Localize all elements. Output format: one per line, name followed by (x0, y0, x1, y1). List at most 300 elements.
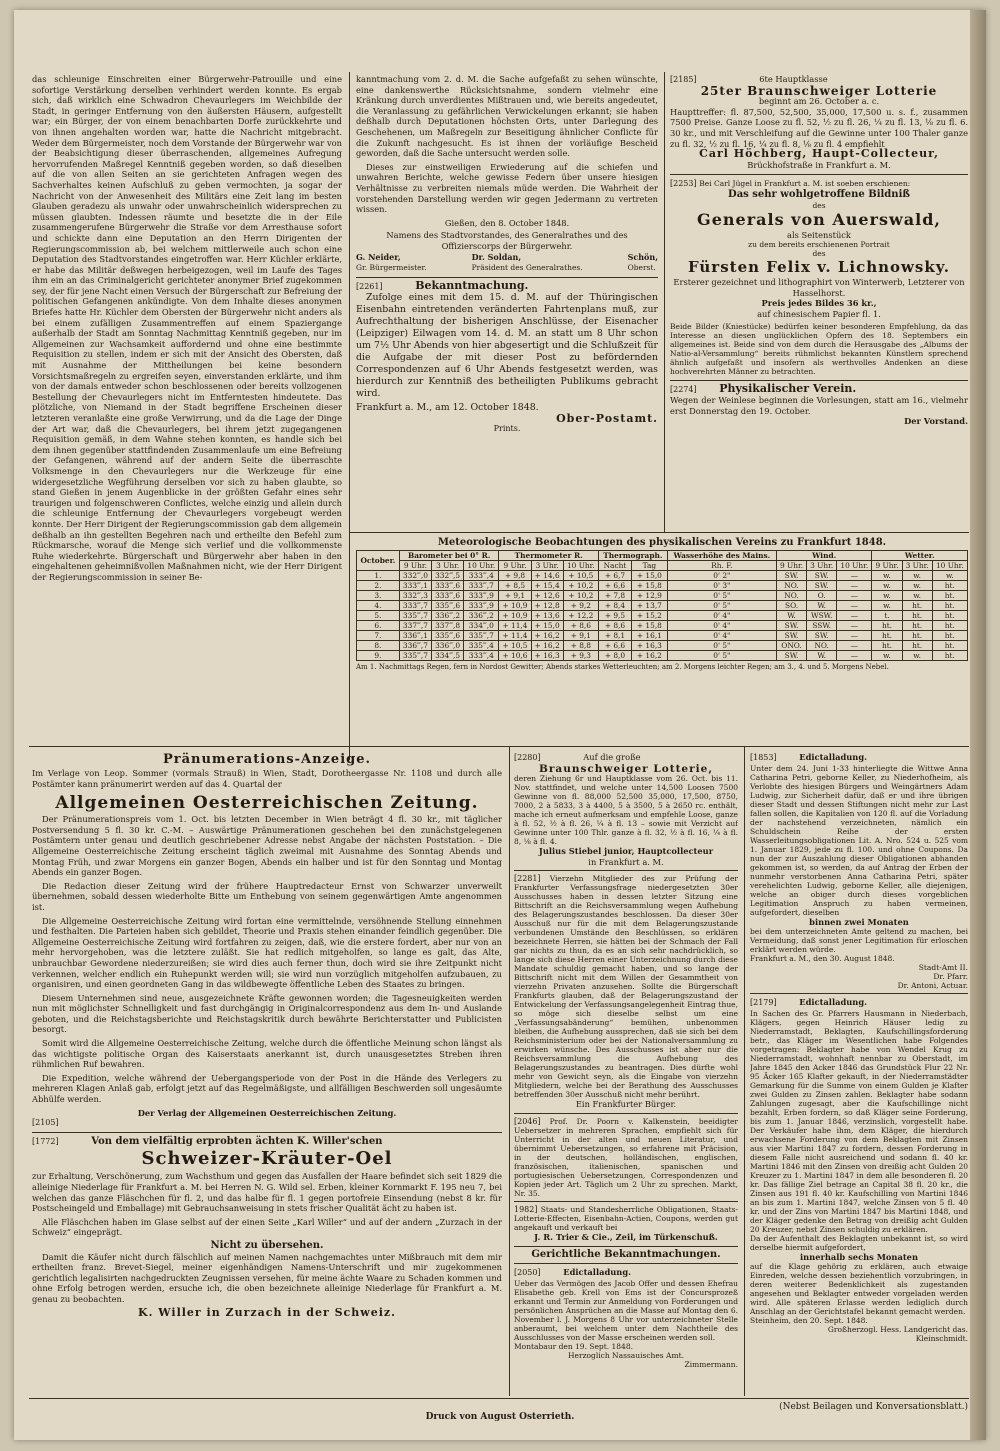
page-edge (970, 10, 986, 1440)
ad-sub2: zu dem bereits erschienenen Portrait (748, 240, 890, 250)
table-cell: + 8,0 (598, 651, 631, 661)
table-cell: 0' 5" (667, 601, 776, 611)
table-cell: — (837, 601, 872, 611)
table-cell: 5. (357, 611, 400, 621)
table-cell: 333‴,4 (464, 651, 499, 661)
table-cell: w. (902, 571, 932, 581)
ad-place: Montabaur den 19. Sept. 1848. (514, 1341, 633, 1351)
ad-title: Pränumerations-Anzeige. (162, 752, 372, 767)
table-cell: w. (902, 581, 932, 591)
divider (514, 870, 738, 871)
ad-ref: [1772] (32, 1136, 59, 1146)
signature-name: Schön, (627, 251, 658, 262)
ad-title: Edictalladung. (563, 1267, 632, 1278)
col-header-water: Wasserhöhe des Mains. (667, 551, 776, 561)
table-cell: 333‴,9 (464, 591, 499, 601)
ad-text: Die Allgemeine Oesterreichische Zeitung wird fortan eine vermittelnde, versöhnende Stellung einnehmen und festhalten. Die Parteien haben sich gebildet, Theorie und Praxis stehen einander feindlich gegenüber. Die Allgemeine Oesterreichische Zeitung wird fortfahren zu zeigen, daß, wie die erstere fordert, aber nur von an mehr hervorgehoben, was die letztere zuläßt. Sie hat redlich mitgeholfen, so lange es galt, das Alte, unbrauchbar Gewordene niederzureißen; sie wird dies auch ferner thun, doch wird sie ihre Zeitpunkt nicht verkennen, welcher endlich ein Ruhepunkt werden will; sie wird nun vorzüglich mitgeholfen aufzubauen, zu organisiren, und einen geordneten Gang in das wildbewegte öffentliche Leben des Staates zu bringen. (32, 915, 502, 990)
table-cell: + 15,0 (632, 571, 668, 581)
ad-title: Edictalladung. (799, 752, 868, 762)
table-cell: + 10,6 (499, 651, 531, 661)
table-cell: + 9,3 (563, 651, 598, 661)
table-cell: + 8,6 (563, 621, 598, 631)
ads-column-bottom-left (32, 752, 502, 1394)
sub-header: 3 Uhr. (807, 561, 837, 571)
table-cell: + 16,3 (531, 651, 563, 661)
table-cell: 336‴,7 (399, 641, 431, 651)
table-row (357, 621, 968, 631)
ad-text: deren Ziehung 6r und Hauptklasse vom 26. Oct. bis 11. Nov. stattfindet, und welche unter 14,500 Loosen 7500 Gewinne von fl. 88,000 52,500 35,000, 17,500, 8750, 7000, 2 à 5833, 3 à 4400, 5 à 3500, 5 à 2650 rc. enthält, mache ich erneut aufmerksam und empfehle Loose, ganze à fl. 52, ½ à fl. 26, ¼ à fl. 13 – sowie mit Verzicht auf Gewinne unter 100 Thlr. ganze à fl. 32, ½ à fl. 16, ¼ à fl. 8, ⅛ à fl. 4. (514, 774, 738, 847)
table-cell: + 10,5 (499, 641, 531, 651)
table-cell: 0' 4" (667, 611, 776, 621)
table-row (357, 631, 968, 641)
table-cell: W. (807, 601, 837, 611)
table-title: Meteorologische Beobachtungen des physikalischen Vereins zu Frankfurt 1848. (437, 537, 887, 548)
ad-place: Frankfurt a. M., den 30. August 1848. (750, 954, 895, 964)
ad-line: Das sehr wohlgetroffene Bildniß (728, 188, 910, 200)
table-cell: 335‴,6 (432, 601, 464, 611)
table-row (357, 641, 968, 651)
sub-header: 9 Uhr. (776, 561, 806, 571)
table-cell: 335‴,6 (432, 631, 464, 641)
table-cell: — (837, 631, 872, 641)
table-cell: 3. (357, 591, 400, 601)
table-cell: + 12,2 (563, 611, 598, 621)
table-cell: ht. (902, 631, 932, 641)
divider (670, 380, 968, 381)
ad-ref: [2253] (670, 179, 697, 189)
ad-text: Alle Fläschchen haben im Glase selbst auf der einen Seite „Karl Willer“ und auf der andern „Zurzach in der Schweiz“ eingeprägt. (32, 1216, 502, 1238)
ad-signature: Der Verlag der Allgemeinen Oesterreichischen Zeitung. (137, 1107, 397, 1118)
ad-text: Prof. Dr. Poorn v. Kalkenstein, beeidigter Uebersetzer in mehreren Sprachen, empfiehlt sich für Unterricht in der alten und neuen Literatur, und übernimmt Uebersetzungen, so erfahrene mit Präcision, in der deutschen, holländischen, englischen, französischen, italienischen, spanischen und portugiesischen Uebersetzungen, Correspondenzen und Kopien jeder Art. Täglich um 2 Uhr zu sprechen. Markt, Nr. 35. (514, 1116, 738, 1198)
ad-2281 (514, 874, 738, 1099)
table-cell: + 9,1 (499, 591, 531, 601)
ad-name: Carl Höchberg, Haupt-Collecteur, (699, 147, 939, 161)
table-cell: — (837, 651, 872, 661)
table-cell: 332‴,5 (432, 571, 464, 581)
table-cell: SW. (807, 631, 837, 641)
table-cell: 332‴,3 (399, 591, 431, 601)
ad-name: Dr. Antoni, Actuar. (897, 981, 968, 991)
sub-header: 3 Uhr. (531, 561, 563, 571)
ad-warning: Nicht zu übersehen. (210, 1239, 324, 1251)
table-cell: ht. (932, 631, 967, 641)
ad-signature: Großherzogl. Hess. Landgericht das. (827, 1325, 968, 1335)
table-cell: + 15,8 (632, 581, 668, 591)
notice-ref: [2261] (356, 281, 383, 291)
table-cell: — (837, 611, 872, 621)
table-cell: 0' 4" (667, 631, 776, 641)
table-cell: 337‴,7 (399, 621, 431, 631)
table-cell: w. (902, 591, 932, 601)
table-cell: WSW. (807, 611, 837, 621)
divider (356, 277, 658, 278)
ad-date: beginnt am 26. October a. c. (758, 96, 880, 107)
table-cell: + 12,9 (632, 591, 668, 601)
ad-name: Kleinschmidt. (915, 1334, 968, 1344)
table-cell: 0' 3" (667, 581, 776, 591)
table-cell: — (837, 581, 872, 591)
table-cell: 336‴,0 (432, 641, 464, 651)
table-cell: + 16,3 (632, 641, 668, 651)
table-cell: — (837, 641, 872, 651)
table-cell: — (837, 571, 872, 581)
ad-signature: Stadt-Amt II. (918, 963, 968, 973)
table-cell: ONO. (776, 641, 806, 651)
ad-signature: Ein Frankfurter Bürger. (575, 1099, 677, 1110)
sub-header: 10 Uhr. (837, 561, 872, 571)
ads-column-3 (670, 74, 968, 529)
ad-address: Brückhofstraße in Frankfurt a. M. (747, 159, 891, 170)
divider (514, 1263, 738, 1264)
divider (514, 1113, 738, 1114)
table-cell: 0' 4" (667, 621, 776, 631)
ad-ref: [2280] (514, 753, 541, 762)
table-cell: + 16,2 (632, 651, 668, 661)
table-cell: + 16,2 (531, 641, 563, 651)
ad-ref: 1982] (514, 1204, 538, 1214)
sub-header: 3 Uhr. (432, 561, 464, 571)
column-rule (509, 746, 510, 1396)
notice-place: Frankfurt a. M., am 12. October 1848. (356, 402, 539, 414)
table-cell: w. (872, 581, 902, 591)
table-cell: 333‴,6 (432, 581, 464, 591)
table-cell: 9. (357, 651, 400, 661)
ad-name: J. R. Trier & Cie., Zeil, im Türkenschuß. (534, 1231, 718, 1242)
col-header-thermometer: Thermometer R. (499, 551, 599, 561)
table-cell: 333‴,1 (399, 581, 431, 591)
article-signature-line: Namens des Stadtvorstandes, des Generalrathes und des Offizierscorps der Bürgerwehr. (386, 230, 628, 251)
table-cell: w. (872, 651, 902, 661)
ad-ref: [2179] (750, 998, 777, 1008)
table-cell: + 6,6 (598, 581, 631, 591)
table-cell: 336‴,2 (464, 611, 499, 621)
newspaper-title: Allgemeinen Oesterreichischen Zeitung. (55, 793, 479, 814)
notice-text: Zufolge eines mit dem 15. d. M. auf der Thüringischen Eisenbahn eintretenden veränderten Fahrtenplans muß, zur Aufrechthaltung der bisherigen Anschlüsse, der Eisenacher (Leipziger) Eilwagen vom 14. d. M. an statt um 8 Uhr schon um 7½ Uhr Abends von hier abgesertigt und die Schlußzeit für die Aufgabe der mit dieser Post zu befördernden Correspondenzen auf 6 Uhr Abends festgesetzt werden, was hierdurch zur Kenntniß des betheiligten Publikums gebracht wird. (356, 292, 658, 400)
ad-1982 (514, 1205, 738, 1232)
column-rule (664, 72, 665, 532)
sub-header: 10 Uhr. (932, 561, 967, 571)
article-place: Gießen, den 8. October 1848. (444, 217, 570, 228)
table-cell: + 9,1 (563, 631, 598, 641)
ad-ref: [2281] (514, 874, 541, 884)
ad-name: Zimmermann. (684, 1359, 738, 1369)
table-cell: 335‴,7 (464, 631, 499, 641)
ad-ref: [2050] (514, 1268, 541, 1278)
table-cell: + 9,5 (598, 611, 631, 621)
table-cell: 333‴,7 (464, 581, 499, 591)
table-cell: — (837, 591, 872, 601)
ad-ref: [2274] (670, 384, 697, 394)
table-note: Am 1. Nachmittags Regen, fern in Nordost Gewitter; Abends starkes Wetterleuchten; am 2. Morgens leichter Regen; am 3., 4. und 5. Morgens Nebel. (356, 663, 889, 671)
table-cell: + 8,6 (598, 621, 631, 631)
table-cell: 336‴,2 (432, 611, 464, 621)
table-cell: + 8,8 (563, 641, 598, 651)
col-header-barometer: Barometer bei 0° R. (399, 551, 499, 561)
ad-sub: als Seitenstück (787, 229, 851, 240)
table-cell: + 12,8 (531, 601, 563, 611)
signatures (356, 252, 658, 274)
ad-ref: [2105] (32, 1118, 59, 1128)
ad-2046 (514, 1117, 738, 1198)
ad-deadline: innerhalb sechs Monaten (800, 1251, 918, 1262)
table-row (357, 581, 968, 591)
col-header-date: October. (357, 551, 400, 571)
article-text: Dieses zur einstweiligen Erwiederung auf die schiefen und unwahren Berichte, welche gewisse Federn über unsere hiesigen Verhältnisse zu verbreiten niemals müde werden. Die Wahrheit der vorstehenden Darstellung werden wir gegen Jedermann zu vertreten wissen. (356, 161, 658, 215)
table-cell: w. (872, 591, 902, 601)
article-text: kanntmachung vom 2. d. M. die Sache aufgefaßt zu sehen wünschte, eine dankenswerthe Rücksichtsnahme, sondern vielmehr eine Kränkung durch unverdientes Mißtrauen und, wie bereits angedeutet, die Veranlassung zu gefährlichen Verwickelungen erkannt; sie haben deßhalb durch Deputationen höchsten Orts, unter Darlegung des Geschehenen, um Maßregeln zur Beseitigung ähnlicher Conflicte für die Zukunft nachgesucht. Es ist ihnen der vorläufige Bescheid geworden, daß die Sache untersucht werden solle. (356, 74, 658, 159)
table-cell: + 9,8 (499, 571, 531, 581)
weather-table (356, 550, 968, 661)
ad-text-2: Beide Bilder (Kniestücke) bedürfen keiner besonderen Empfehlung, da das Interesse an diesen unglücklichen Opfern des 18. Septembers ein allgemeines ist. Beide sind von dem durch die Herausgabe des „Albums der Natio-al-Versammlung“ bereits rühmlichst bekannten Künstlern sprechend ähnlich aufgefaßt und insofern als werthvolles Andenken an diese hochverehrten Männer zu betrachten. (670, 321, 968, 376)
table-cell: + 15,4 (531, 581, 563, 591)
ad-text: Damit die Käufer nicht durch fälschlich auf meinen Namen nachgemachtes unter Mißbrauch mit dem mir ertheilten franz. Brevet-Siegel, meiner eigenhändigen Namens-Unterschrift und mir zugekommenen gerichtlich legalisirten nachgedruckten Zeugnissen versehen, für meine ächte Waare zu Schaden kommen und ohne Erfolg betrogen werden, ersuche ich, die oben bezeichnete alleinige Niederlage für Frankfurt a. M. genau zu beobachten. (32, 1251, 502, 1304)
table-cell: 335‴,7 (399, 651, 431, 661)
table-cell: ht. (902, 611, 932, 621)
weather-observations (356, 536, 968, 744)
ad-title: Schweizer-Kräuter-Oel (141, 1148, 393, 1170)
table-cell: ht. (932, 641, 967, 651)
table-cell: 334‴,0 (464, 621, 499, 631)
section-title: Gerichtliche Bekanntmachungen. (531, 1248, 721, 1260)
ad-text: Da der Aufenthalt des Beklagten unbekannt ist, so wird derselbe hiermit aufgefordert, (750, 1233, 968, 1252)
signature-role: Oberst. (627, 263, 656, 273)
footer-printer: Druck von August Osterrieth. (425, 1412, 575, 1422)
table-cell: + 11,4 (499, 621, 531, 631)
table-cell: 2. (357, 581, 400, 591)
ad-name: Dr. Pfarr. (933, 972, 968, 982)
ad-name: Julius Stiebel junior, Hauptcollecteur (538, 846, 714, 857)
ad-deadline: binnen zwei Monaten (809, 916, 909, 927)
weather-table-body (357, 571, 968, 661)
table-cell: + 15,8 (632, 621, 668, 631)
signature-role: Gr. Bürgermeister. (356, 263, 427, 273)
table-cell: 335‴,4 (464, 641, 499, 651)
ad-text: Der Pränumerationspreis vom 1. Oct. bis letzten December in Wien beträgt 4 fl. 30 kr., mit täglicher Postversendung 5 fl. 30 kr. C.-M. – Auswärtige Pränumerationen geschehen bei den zunächstgelegenen Postämtern unter genau und deutlich geschriebener Adresse nebst Angabe der nächsten Poststation. – Die Allgemeine Oesterreichische Zeitung erscheint täglich zweimal mit Ausnahme des Sonntag Abends und Montag Früh, und zwar Morgens ein ganzer Bogen, Abends ein halber und ist für den Sonntag und Montag Abends ein ganzer Bogen. (32, 814, 502, 878)
ad-title: Edictalladung. (799, 997, 868, 1008)
table-cell: w. (872, 571, 902, 581)
table-cell: SW. (776, 631, 806, 641)
table-row (357, 651, 968, 661)
table-cell: 333‴,9 (464, 601, 499, 611)
table-row (357, 591, 968, 601)
ads-column-bottom-right (750, 752, 968, 1394)
signature-name: G. Neider, (356, 251, 401, 262)
table-cell: NO. (776, 581, 806, 591)
ad-address: in Frankfurt a. M. (588, 856, 664, 867)
table-cell: ht. (932, 591, 967, 601)
table-cell: 6. (357, 621, 400, 631)
ad-text: Staats- und Standesherrliche Obligationen, Staats-Lotterie-Effecten, Eisenbahn-Actien, Coupons, werden gut angekauft und verkauft bei (514, 1204, 738, 1232)
table-cell: + 6,6 (598, 641, 631, 651)
ad-title: Braunschweiger Lotterie, (539, 762, 713, 775)
notice-title: Bekanntmachung. (415, 278, 529, 292)
table-cell: 0' 2" (667, 571, 776, 581)
ad-intro: Von dem vielfältig erprobten ächten K. Willer'schen (91, 1135, 383, 1147)
col-header-weather: Wetter. (872, 551, 968, 561)
table-cell: 8. (357, 641, 400, 651)
ad-intro: Auf die große (583, 752, 641, 762)
table-cell: ht. (872, 631, 902, 641)
table-cell: 337‴,8 (432, 621, 464, 631)
section-rule (349, 532, 969, 533)
col-header-wind: Wind. (776, 551, 871, 561)
table-cell: + 13,6 (531, 611, 563, 621)
table-cell: 333‴,6 (432, 591, 464, 601)
table-cell: 0' 5" (667, 591, 776, 601)
table-cell: + 11,4 (499, 631, 531, 641)
table-cell: 1. (357, 571, 400, 581)
table-cell: SW. (807, 581, 837, 591)
article-text: das schleunige Einschreiten einer Bürgerwehr-Patrouille und eine sofortige Verstärkung derselben verhindert werden konnte. Es ergab sich, daß wirklich eine Schwadron Chevaurlegers im Weichbilde der Stadt, in geringer Entfernung von den äußersten Häusern, aufgestellt war; ein Bürger, der von einem benachbarten Dorfe zurückkehrte und von ihnen angehalten worden war, hatte die Nachricht mitgebracht. Weder dem Bürgermeister, noch dem Vorstande der Bürgerwehr war von der Beabsichtigung dieser überraschenden, allgemeines Aufregung hervorrufenden Maßregel Kenntniß gegeben worden, so daß dieselben auf die von allen Seiten an sie gerichteten Anfragen wegen des Sachverhaltes keinen Aufschluß zu geben vermochten, ja sogar der Nachricht von der Anwesenheit des Militärs eine Zeit lang im besten Glauben geradezu als unwahr oder unwahrscheinlich widersprechen zu müssen glaubten. Indessen räumte und besetzte die in der Eile zusammengerufene Bürgerwehr die Straße vor dem Arresthause sofort und schickte dann eine Deputation an den Herrn Dirigenten der Regierungscommission ab, bei welchem mittlerweile auch schon eine Deputation des Stadtvorstandes eingetroffen war. Herr Küchler erklärte, er habe das Militär deßwegen herbeigezogen, weil im Laufe des Tages ihm ein an das Criminalgericht gerichteter anonymer Brief zugekommen sey, der für jene Nacht einen Versuch der Bürgerschaft zur Befreiung der politischen Gefangenen ankündigte. Von dem Inhalte dieses anonymen Briefes hatte Hr. Küchler dem Obersten der Bürgerwehr nicht anders als bei einem zufälligen Zusammentreffen auf einem Spaziergange außerhalb der Stadt am Sonntag Nachmittag Kenntniß gegeben, nur im Allgemeinen zur Wachsamkeit auffordernd und ohne eine bestimmte Requisition zu stellen, indem er sich mit der Ansicht des Obersten, daß mit Ausnahme der Mittheilungen bei keine besondern Vorsichtsmaßregeln zu ergreifen seyen, einverstanden erklärte, und ihm von der damals entweder schon beschlossenen oder bereits vollzogenen Bestellung der Chevaurlegers nicht im Entferntesten hindeutete. Das plötzliche, von Niemand in der Stadt begriffene Erscheinen dieser letzteren veranlaßte eine große Verwirrung, und da die Lage der Dinge der Art war, daß die Chevaurlegers, bei ihrem jetzt zugegangenen Requisition gemäß, in dem Wahne stehen konnten, es handle sich bei dem ihnen gegenüber stattfindenden Zusammenlaufe um eine Befreiung der Gefangenen, während auf der andern Seite die überraschte Volksmenge in den Chevaurlegers nur die Werkzeuge für eine widergesetzliche Wegführung derselben vor sich zu haben glaubte, so stand Gießen in jenem Augenblicke in der größten Gefahr eines sehr traurigen und folgenschweren Conflictes, welche einzig und allein durch die schleunige Entfernung der Chevaurlegers vorgebeugt werden konnte. Der Herr Dirigent der Regierungscommission gab dem allgemein deßhalb an ihn gestellten Begehren nach und ertheilte den Befehl zum Rückmarsche, worauf die Menge sich verlief und die vollkommenste Ruhe wiederkehrte. Bürgerschaft und Bürgerwehr aber haben in den eingehaltenen geheimnißvollen Maßnahmen nicht, wie der Herr Dirigent der Regierungscommission in seiner Be- (32, 74, 342, 582)
ad-text: Die Redaction dieser Zeitung wird der frühere Hauptredacteur Ernst von Schwarzer unverweilt übernehmen, sobald dessen wiederholte Bitte um Enthebung von seinem gegenwärtigen Amte angenommen ist. (32, 880, 502, 912)
footer-note: (Nebst Beilagen und Konversationsblatt.) (779, 1402, 968, 1412)
table-cell: w. (872, 601, 902, 611)
ad-2274 (670, 381, 968, 427)
ad-word: des (812, 200, 826, 210)
table-cell: + 10,9 (499, 601, 531, 611)
table-cell: 7. (357, 631, 400, 641)
table-cell: ht. (902, 641, 932, 651)
ad-2185 (670, 74, 968, 170)
section-rule (29, 1398, 969, 1399)
table-cell: 0' 5" (667, 651, 776, 661)
table-cell: w. (902, 651, 932, 661)
table-cell: + 16,1 (632, 631, 668, 641)
table-cell: ht. (902, 601, 932, 611)
table-cell: SW. (776, 651, 806, 661)
table-cell: w. (932, 571, 967, 581)
ad-title: Physikalischer Verein. (719, 381, 857, 395)
table-cell: + 7,8 (598, 591, 631, 601)
ad-price: Preis jedes Bildes 36 kr., (761, 298, 877, 309)
table-cell: + 12,6 (531, 591, 563, 601)
table-cell: ht. (872, 621, 902, 631)
table-cell: NO. (807, 641, 837, 651)
ad-title-2: Fürsten Felix v. Lichnowsky. (688, 258, 950, 277)
ad-signature: Der Vorstand. (904, 416, 968, 427)
table-cell: ht. (902, 621, 932, 631)
ad-text: Ersterer gezeichnet und lithographirt von Winterwerb, Letzterer von Hasselhorst. (673, 277, 965, 298)
table-cell: W. (776, 611, 806, 621)
table-cell: + 9,2 (563, 601, 598, 611)
table-row (357, 571, 968, 581)
sub-header: 9 Uhr. (499, 561, 531, 571)
table-cell: 333‴,4 (464, 571, 499, 581)
table-cell: + 10,5 (563, 571, 598, 581)
col-header-thermograph: Thermograph. (598, 551, 667, 561)
ad-text: Die Expedition, welche während der Uebergangsperiode von der Post in die Hände des Verlegers zu mehreren Klagen Anlaß gab, erfolgt jetzt auf das Regelmäßigste, und allfälligen Beschwerden soll ungesäumte Abhülfe werden. (32, 1072, 502, 1105)
table-cell: + 10,9 (499, 611, 531, 621)
table-cell: t. (872, 611, 902, 621)
ads-column-bottom-middle (514, 752, 738, 1394)
table-cell: ht. (932, 601, 967, 611)
ad-title: Generals von Auerswald, (697, 209, 941, 229)
table-cell: SW. (776, 571, 806, 581)
table-cell: 333‴,7 (399, 601, 431, 611)
table-cell: SW. (776, 621, 806, 631)
table-cell: W. (807, 651, 837, 661)
table-cell: 336‴,1 (399, 631, 431, 641)
section-rule (29, 746, 969, 747)
ad-intro: Bei Carl Jügel in Frankfurt a. M. ist soeben erschienen: (699, 179, 911, 189)
sub-header: Rh. F. (667, 561, 776, 571)
table-cell: + 13,7 (632, 601, 668, 611)
table-cell: 335‴,7 (399, 611, 431, 621)
ad-text: auf die Klage gehörig zu erklären, auch etwaige Einreden, welche dessen beziehentlich vorzubringen, in deren weiterer Bedenklichkeit als zugestanden angesehen und Beklagter entweder vorgeladen werden wird. Alle späteren Erlasse werden lediglich durch Anschlag an der Gerichtstafel bekannt gemacht werden. (750, 1262, 968, 1317)
notice-signature: Ober-Postamt. (556, 411, 658, 425)
article-column-2 (356, 74, 658, 529)
table-cell: + 15,2 (632, 611, 668, 621)
notice-2261 (356, 278, 658, 435)
ad-text: In Sachen des Gr. Pfarrers Hausmann in Niederbach, Klägers, gegen Heinrich Häuser ledig zu Niederramstadt, Beklagten, Kaufschillingsforderung betr., das Kläger im Wesentlichen habe Folgendes vorgetragen: Beklagter habe von Wendel Krug zu Niederramstadt, wohnhaft nennbar zu Oberstadt, im Jahre 1845 den Acker 1846 das Grundstück Flur 22 Nr. 95 Äcker 165 Klafter gekauft, in der Niederramstädter Gemarkung für die Summe von einem Gulden je Klafter zwei Gulden zu Zinsen zahlen. Beklagter habe sodann Zahlungen zugesagt, aber die Kaufschillinge nicht bezahlt, Erben fordern, so daß Kläger seine Forderung, bis zum 1. Januar 1846, verzinslich, vorgestellt habe. Der Verkäufer habe ihm, dem Kläger, die hierdurch erwachsene Forderung von dem Beklagten mit Zinsen aus vier Martini 1847 zu fordern, dessen Forderung in diesem Falle nicht ausreichend und sodann fl. 40 kr. Martini 1846 mit den Zinsen von dreißig acht Gulden 20 Kreuzer zu 1. Martini 1847 in dem alle besonderen fl. 20 kr. Das fällige Ziel betrage an Capital 38 fl. 20 kr., die Zinsen aus 191 fl. 40 kr. Kaufschilling von Martini 1846 an bis zum 1. Martini 1847, welche Zinsen von 5 fl. 40 kr. und der Zins von Martini 1847 bis Martini 1848, und der Kläger gedenke den Betrag von dreißig acht Gulden 20 Kreuzer, nebst Zinsen schuldig zu erklären. (750, 1008, 968, 1234)
article-column-1 (32, 74, 342, 742)
ad-text: bei dem unterzeichneten Amte geltend zu machen, bei Vermeidung, daß sonst jener Legitimation für erloschen erklärt werden würde. (750, 927, 968, 955)
divider (670, 174, 968, 175)
table-cell: 334‴,5 (432, 651, 464, 661)
table-cell: + 8,5 (499, 581, 531, 591)
table-cell: O. (807, 591, 837, 601)
ad-class: 6te Hauptklasse (759, 74, 828, 84)
notice-name: Prints. (493, 424, 521, 434)
page-footer (32, 1402, 968, 1432)
table-cell: + 14,6 (531, 571, 563, 581)
table-row (357, 601, 968, 611)
ad-signature: Herzoglich Nassauisches Amt. (568, 1350, 684, 1360)
divider (514, 1201, 738, 1202)
sub-header: 3 Uhr. (902, 561, 932, 571)
ad-text: Unter dem 24. Juni 1-33 hinterliegte die Wittwe Anna Catharina Petri, geborne Keller, zu Niederhofheim, als Verlobte des hiesigen Bürgers und Weingärtners Adam Ludwig, zur Sicherheit dafür, daß er und ihre übrigen dieser Stadt und dessen Stiftungen nicht mehr zur Last fallen sollen, die Kapitalien von 120 fl. auf die Vorladung der nachstehend verzeichneten, nämlich ein Schuldschein Reihe der ersten Wasserleitungsobligationen Lit. A. Nro. 524 u. 525 vom 1. Januar 1829, jede zu fl. 100. und ohne Coupons. Da nun der zur Auszahlung dieser Obligationen abhanden gekommen ist, so werden, da auf Antrag der Erben der nunmehr verstorbenen Anna Catharina Petri, später verehelichten Ludwig, geborne Keller, alle diejenigen, welche an obiger durch dieses vorgeblichen Legitimation Anspruch zu haben vermeinen, aufgefordert, dieselben (750, 763, 968, 917)
ad-paper: auf chinesischem Papier fl. 1. (757, 308, 881, 319)
divider (750, 993, 968, 994)
table-cell: + 15,0 (531, 621, 563, 631)
sub-header: Tag (632, 561, 668, 571)
ad-text: Haupttreffer: fl. 87,500, 52,500, 35,000, 17,500 u. s. f., zusammen 7500 Preise. Ganze Loose zu fl. 52, ½ zu fl. 26, ¼ zu fl. 13, ⅛ zu fl. 6. 30 kr., und mit Verschleifung auf die Gewinne unter 100 Thaler ganze zu fl. 32, ½ zu fl. 16, ¼ zu fl. 8, ⅛ zu fl. 4 empfiehlt (670, 106, 968, 149)
table-row (357, 611, 968, 621)
table-cell: ht. (872, 641, 902, 651)
table-cell: + 10,2 (563, 591, 598, 601)
table-cell: SW. (807, 571, 837, 581)
ad-title: 25ter Braunschweiger Lotterie (700, 83, 938, 98)
table-cell: + 6,7 (598, 571, 631, 581)
table-cell: + 8,4 (598, 601, 631, 611)
column-rule (349, 72, 350, 760)
table-cell: NO. (776, 591, 806, 601)
table-cell: ht. (932, 581, 967, 591)
ad-word: des (812, 249, 826, 259)
ad-text: Diesem Unternehmen sind neue, ausgezeichnete Kräfte gewonnen worden; die Tagesneuigkeiten werden nun mit möglichster Schnelligkeit und fast durchgängig in Originalcorrespondenz aus dem In- und Auslande geboten, und die Reichstagsberichte und Reichstagskritik durch bewährte Berichterstatter und Publicisten besorgt. (32, 992, 502, 1035)
sub-header: 10 Uhr. (563, 561, 598, 571)
column-rule (744, 746, 745, 1396)
table-cell: SSW. (807, 621, 837, 631)
ad-text: Wegen der Weinlese beginnen die Vorlesungen, statt am 16., vielmehr erst Donnerstag den 19. October. (670, 395, 968, 416)
table-cell: 332‴,0 (399, 571, 431, 581)
ad-text: Ueber das Vermögen des Jacob Offer und dessen Ehefrau Elisabethe geb. Krell von Ems ist der Concursprozeß erkannt und Termin zur Anmeldung von Forderungen und persönlichen Ansprüchen an die Masse auf Montag den 6. November l. J. Morgens 8 Uhr vor unterzeichneter Stelle anberaumt, bei welchem unter dem Nachtheile des Ausschlusses von der Masse erscheinen werden soll. (514, 1278, 738, 1342)
newspaper-page (14, 10, 986, 1440)
ad-intro: Im Verlage von Leop. Sommer (vormals Strauß) in Wien, Stadt, Dorotheergasse Nr. 1108 und durch alle Postämter kann pränumerirt werden auf das 4. Quartal der (32, 768, 502, 789)
table-cell: + 10,2 (563, 581, 598, 591)
ad-place: Steinheim, den 20. Sept. 1848. (750, 1316, 868, 1326)
ad-signature: K. Willer in Zurzach in der Schweiz. (138, 1305, 396, 1319)
divider (514, 1246, 738, 1247)
divider (32, 1132, 502, 1133)
table-cell: SO. (776, 601, 806, 611)
table-cell: ht. (932, 651, 967, 661)
table-cell: + 8,1 (598, 631, 631, 641)
table-cell: 0' 5" (667, 641, 776, 651)
table-cell: + 16,2 (531, 631, 563, 641)
ad-ref: [1853] (750, 753, 777, 762)
ad-2253 (670, 178, 968, 375)
